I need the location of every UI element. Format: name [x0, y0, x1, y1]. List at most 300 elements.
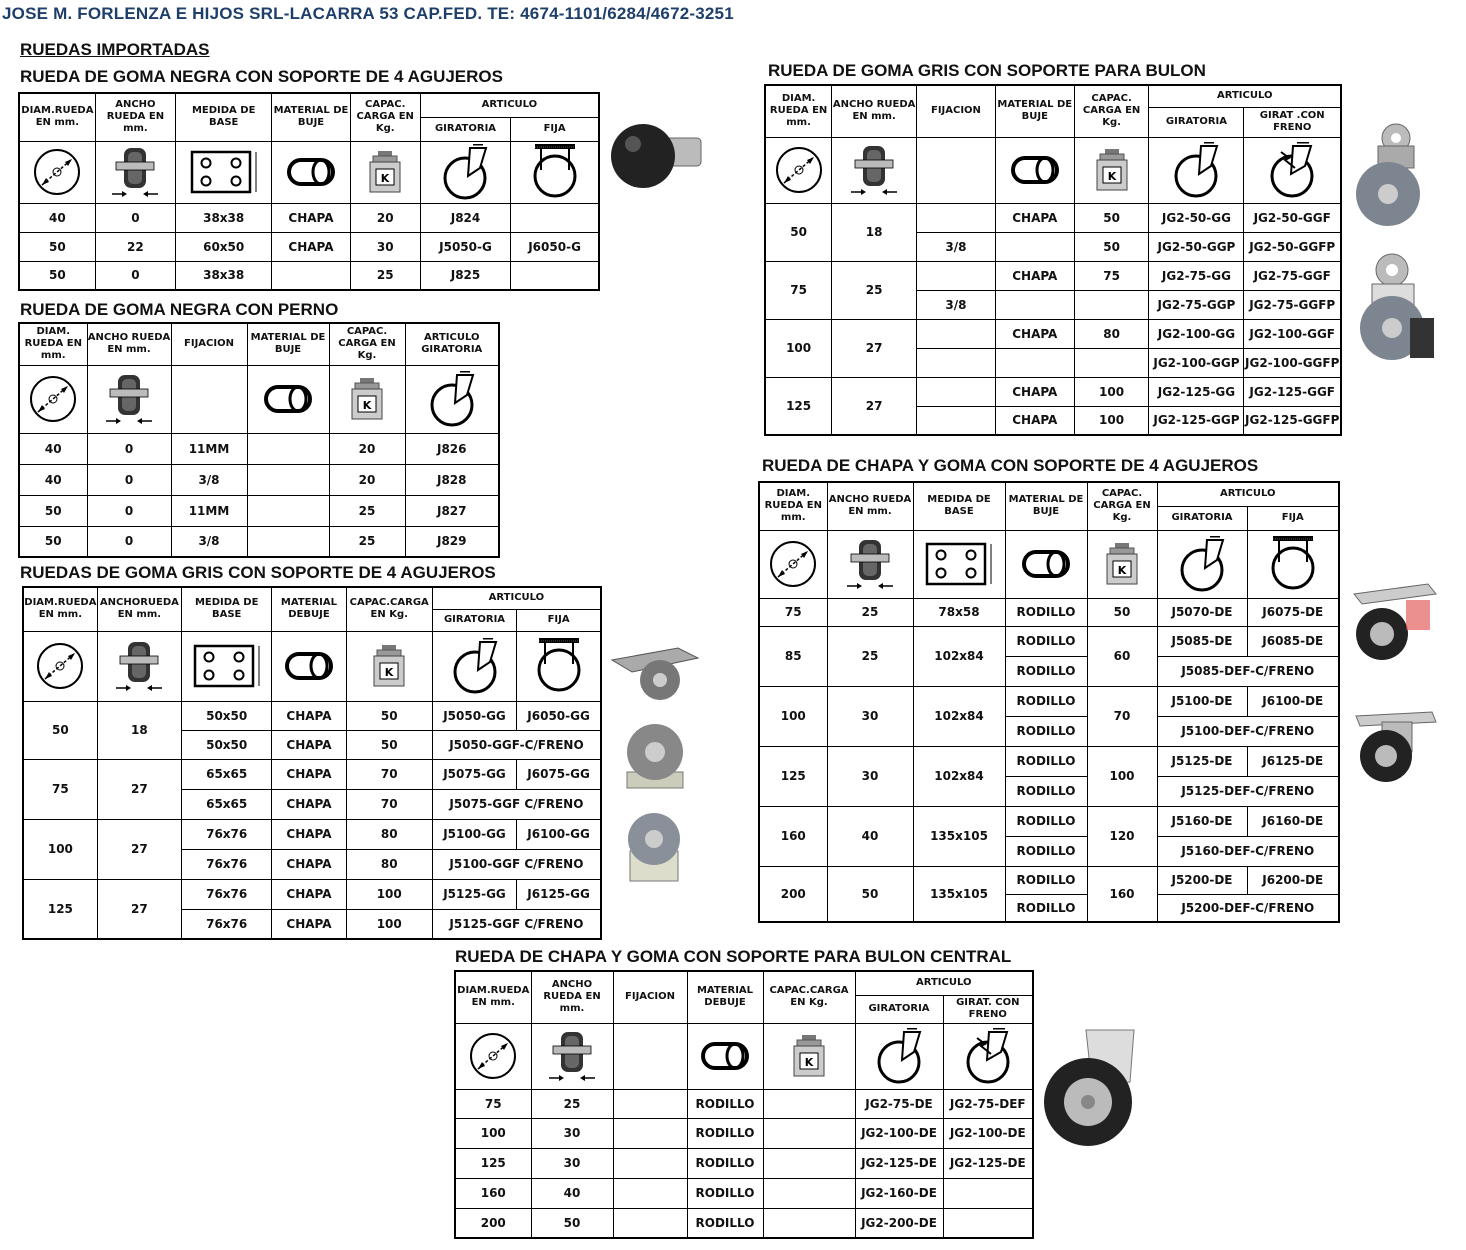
table-cell: 0: [87, 526, 171, 557]
table-cell: [943, 1178, 1033, 1208]
table-cell: [763, 1208, 855, 1238]
table-cell: 40: [19, 464, 87, 495]
table-cell: RODILLO: [687, 1208, 763, 1238]
table-cell: 50: [19, 526, 87, 557]
weight-icon: [344, 374, 390, 424]
col-header: ANCHO RUEDA EN mm.: [827, 482, 913, 530]
table-cell: 27: [832, 319, 917, 377]
table-cell: [763, 1178, 855, 1208]
table-t4: [764, 84, 1342, 436]
table-cell: [613, 1089, 687, 1118]
table-cell: J6050-GG: [517, 701, 601, 730]
table-t5: [758, 481, 1340, 923]
col-header: DIAM. RUEDA EN mm.: [19, 323, 87, 365]
table-cell: [613, 1118, 687, 1148]
table-cell: 75: [23, 759, 97, 819]
section-title-t4: RUEDA DE GOMA GRIS CON SOPORTE PARA BULON: [768, 61, 1206, 80]
table-cell: 50: [827, 866, 913, 922]
table-cell: RODILLO: [1005, 656, 1087, 686]
col-header: DIAM. RUEDA EN mm.: [759, 482, 827, 530]
fixed-caster-icon: [529, 144, 581, 200]
table-cell: RODILLO: [687, 1118, 763, 1148]
table-cell: JG2-100-DE: [855, 1118, 943, 1148]
table-cell: [247, 526, 329, 557]
table-cell: 100: [1087, 746, 1157, 806]
table-cell: 50: [1074, 232, 1149, 261]
table-cell: 18: [832, 203, 917, 261]
central-bolt-caster-photo: [1042, 1026, 1140, 1152]
table-cell: 125: [455, 1148, 531, 1178]
table-cell: 70: [346, 789, 432, 819]
table-cell: 75: [759, 598, 827, 626]
bushing-icon: [260, 373, 316, 425]
table-cell: 65x65: [182, 759, 272, 789]
table-cell: J5085-DEF-C/FRENO: [1157, 656, 1339, 686]
table-cell: J5200-DE: [1157, 866, 1247, 894]
col-header: CAPAC. CARGA EN Kg.: [350, 93, 420, 141]
table-cell: J829: [405, 526, 499, 557]
table-cell: 50: [19, 495, 87, 526]
table-cell: JG2-125-GGFP: [1244, 406, 1341, 435]
table-cell: 50x50: [182, 701, 272, 730]
table-cell: 100: [346, 879, 432, 909]
table-cell: J5100-DEF-C/FRENO: [1157, 716, 1339, 746]
table-cell: 20: [350, 203, 420, 232]
table-cell: RODILLO: [1005, 866, 1087, 894]
table-cell: J828: [405, 464, 499, 495]
col-header: DIAM.RUEDA EN mm.: [23, 587, 97, 631]
company-header: JOSE M. FORLENZA E HIJOS SRL-LACARRA 53 CAP.FED. TE: 4674-1101/6284/4672-3251: [2, 4, 734, 23]
table-cell: RODILLO: [1005, 746, 1087, 776]
table-cell: [917, 377, 996, 406]
swivel-caster-icon: [450, 638, 500, 694]
table-cell: 100: [765, 319, 832, 377]
table-cell: 50: [765, 203, 832, 261]
table-cell: 60x50: [176, 232, 272, 261]
table-cell: 102x84: [913, 746, 1005, 806]
table-cell: CHAPA: [272, 759, 346, 789]
col-header: ARTICULO: [1149, 85, 1341, 107]
table-cell: 50: [346, 701, 432, 730]
table-cell: CHAPA: [995, 203, 1074, 232]
table-cell: 100: [1074, 406, 1149, 435]
table-cell: CHAPA: [272, 232, 350, 261]
table-cell: J5050-GGF-C/FRENO: [432, 730, 601, 759]
table-cell: 135x105: [913, 806, 1005, 866]
col-header: MEDIDA DE BASE: [913, 482, 1005, 530]
table-t6: [454, 970, 1034, 1239]
table-cell: CHAPA: [272, 730, 346, 759]
table-cell: JG2-100-GGF: [1244, 319, 1341, 348]
table-cell: 125: [759, 746, 827, 806]
table-cell: 30: [531, 1118, 613, 1148]
table-cell: RODILLO: [687, 1089, 763, 1118]
table-cell: J5075-GG: [432, 759, 516, 789]
table-cell: JG2-125-GGF: [1244, 377, 1341, 406]
width-icon: [547, 1028, 597, 1084]
col-header: CAPAC. CARGA EN Kg.: [1087, 482, 1157, 530]
table-cell: 11MM: [171, 433, 247, 464]
swivel-caster-icon: [427, 371, 477, 427]
table-cell: 27: [97, 819, 181, 879]
section-title-t2: RUEDA DE GOMA NEGRA CON PERNO: [20, 300, 339, 319]
table-cell: 25: [350, 261, 420, 290]
col-header: MATERIAL DE BUJE: [272, 93, 350, 141]
table-cell: J5100-DE: [1157, 686, 1247, 716]
table-cell: 25: [827, 598, 913, 626]
table-cell: 60: [1087, 626, 1157, 686]
table-cell: 0: [87, 433, 171, 464]
col-header: GIRATORIA: [420, 117, 510, 141]
table-cell: CHAPA: [995, 319, 1074, 348]
table-cell: RODILLO: [1005, 894, 1087, 922]
table-cell: 20: [329, 464, 405, 495]
col-header: DIAM.RUEDA EN mm.: [455, 971, 531, 1023]
table-cell: 38x38: [176, 203, 272, 232]
table-cell: 25: [531, 1089, 613, 1118]
table-cell: 80: [1074, 319, 1149, 348]
col-header: GIRAT .CON FRENO: [1244, 107, 1341, 137]
table-cell: JG2-75-DEF: [943, 1089, 1033, 1118]
table-cell: [1074, 348, 1149, 377]
table-cell: 22: [95, 232, 175, 261]
table-cell: [511, 261, 599, 290]
col-header: FIJACION: [613, 971, 687, 1023]
col-header: MATERIAL DE BUJE: [1005, 482, 1087, 530]
table-cell: JG2-75-GG: [1149, 261, 1244, 290]
weight-icon: [1099, 539, 1145, 589]
table-cell: 102x84: [913, 686, 1005, 746]
table-cell: 40: [19, 433, 87, 464]
table-cell: JG2-75-GGF: [1244, 261, 1341, 290]
table-cell: 70: [346, 759, 432, 789]
width-icon: [104, 371, 154, 427]
table-cell: 100: [346, 909, 432, 939]
section-title-t1: RUEDA DE GOMA NEGRA CON SOPORTE DE 4 AGUJEROS: [20, 67, 503, 86]
col-header: ARTICULO: [855, 971, 1033, 995]
table-cell: JG2-100-GGP: [1149, 348, 1244, 377]
table-cell: [247, 433, 329, 464]
table-cell: RODILLO: [687, 1148, 763, 1178]
col-header: FIJACION: [171, 323, 247, 365]
table-cell: 3/8: [171, 464, 247, 495]
table-cell: JG2-125-DE: [943, 1148, 1033, 1178]
table-cell: 78x58: [913, 598, 1005, 626]
table-cell: 102x84: [913, 626, 1005, 686]
col-header: ANCHO RUEDA EN mm.: [832, 85, 917, 137]
bolt-caster-photo: [1348, 118, 1438, 230]
table-cell: CHAPA: [272, 849, 346, 879]
table-cell: 75: [455, 1089, 531, 1118]
col-header: MATERIAL DE BUJE: [247, 323, 329, 365]
table-cell: 200: [759, 866, 827, 922]
table-cell: J827: [405, 495, 499, 526]
table-cell: 80: [346, 819, 432, 849]
table-cell: J5125-DE: [1157, 746, 1247, 776]
weight-icon: [786, 1031, 832, 1081]
table-cell: 27: [97, 879, 181, 939]
table-cell: CHAPA: [995, 261, 1074, 290]
table-cell: 3/8: [171, 526, 247, 557]
table-cell: 200: [455, 1208, 531, 1238]
table-cell: 65x65: [182, 789, 272, 819]
table-cell: J6100-DE: [1247, 686, 1339, 716]
col-header: ANCHO RUEDA EN mm.: [531, 971, 613, 1023]
table-cell: JG2-100-GG: [1149, 319, 1244, 348]
table-cell: 3/8: [917, 232, 996, 261]
table-cell: J6125-DE: [1247, 746, 1339, 776]
col-header: GIRATORIA: [855, 995, 943, 1023]
diameter-icon: [768, 539, 818, 589]
table-cell: [917, 319, 996, 348]
table-cell: RODILLO: [687, 1178, 763, 1208]
table-cell: JG2-125-GG: [1149, 377, 1244, 406]
width-icon: [110, 144, 160, 200]
col-header: ANCHORUEDA EN mm.: [97, 587, 181, 631]
table-cell: J5100-GGF C/FRENO: [432, 849, 601, 879]
table-cell: 76x76: [182, 909, 272, 939]
table-cell: [272, 261, 350, 290]
table-cell: RODILLO: [1005, 716, 1087, 746]
table-cell: RODILLO: [1005, 626, 1087, 656]
table-cell: J826: [405, 433, 499, 464]
table-cell: 85: [759, 626, 827, 686]
col-header: GIRATORIA: [1149, 107, 1244, 137]
col-header: MATERIAL DEBUJE: [687, 971, 763, 1023]
table-cell: 11MM: [171, 495, 247, 526]
table-cell: J824: [420, 203, 510, 232]
table-cell: 76x76: [182, 849, 272, 879]
table-cell: 50: [19, 261, 95, 290]
table-cell: [613, 1178, 687, 1208]
table-cell: 75: [1074, 261, 1149, 290]
table-cell: J5200-DEF-C/FRENO: [1157, 894, 1339, 922]
table-cell: 30: [827, 686, 913, 746]
col-header: CAPAC. CARGA EN Kg.: [329, 323, 405, 365]
fixed-caster-icon: [533, 638, 585, 694]
table-cell: [995, 232, 1074, 261]
grey-caster-brake-photo: [608, 630, 704, 704]
col-header: ARTICULO: [420, 93, 599, 117]
table-cell: 40: [19, 203, 95, 232]
width-icon: [849, 142, 899, 198]
table-cell: 25: [832, 261, 917, 319]
diameter-icon: [35, 641, 85, 691]
bushing-icon: [697, 1030, 753, 1082]
table-cell: [1074, 290, 1149, 319]
table-cell: J6200-DE: [1247, 866, 1339, 894]
table-cell: 100: [1074, 377, 1149, 406]
table-cell: 0: [87, 495, 171, 526]
braked-caster-icon: [1267, 142, 1317, 198]
table-cell: 70: [1087, 686, 1157, 746]
table-cell: 50: [1074, 203, 1149, 232]
table-cell: JG2-50-GGP: [1149, 232, 1244, 261]
section-title-t3: RUEDAS DE GOMA GRIS CON SOPORTE DE 4 AGUJEROS: [20, 563, 496, 582]
table-cell: [247, 464, 329, 495]
table-cell: CHAPA: [272, 879, 346, 909]
diameter-icon: [32, 147, 82, 197]
weight-icon: [1089, 145, 1135, 195]
width-icon: [845, 536, 895, 592]
table-cell: CHAPA: [995, 406, 1074, 435]
table-cell: [763, 1118, 855, 1148]
diameter-icon: [774, 145, 824, 195]
bushing-icon: [281, 640, 337, 692]
grey-caster-photo: [615, 712, 695, 798]
table-cell: [247, 495, 329, 526]
table-cell: J5050-G: [420, 232, 510, 261]
table-cell: 0: [87, 464, 171, 495]
table-t3: [22, 586, 602, 940]
table-cell: 160: [759, 806, 827, 866]
table-cell: J6050-G: [511, 232, 599, 261]
black-ball-caster-photo: [605, 112, 705, 192]
table-cell: 160: [1087, 866, 1157, 922]
table-cell: 50: [1087, 598, 1157, 626]
col-header: FIJA: [1247, 506, 1339, 530]
table-cell: 50: [19, 232, 95, 261]
table-cell: J6125-GG: [517, 879, 601, 909]
table-cell: 135x105: [913, 866, 1005, 922]
table-cell: 50: [346, 730, 432, 759]
table-cell: 20: [329, 433, 405, 464]
table-cell: CHAPA: [272, 819, 346, 849]
grey-fixed-caster-photo: [616, 805, 694, 885]
table-cell: J5160-DE: [1157, 806, 1247, 836]
table-cell: JG2-160-DE: [855, 1178, 943, 1208]
table-cell: J5125-DEF-C/FRENO: [1157, 776, 1339, 806]
table-cell: 40: [531, 1178, 613, 1208]
table-cell: JG2-100-GGFP: [1244, 348, 1341, 377]
col-header: MATERIAL DEBUJE: [272, 587, 346, 631]
col-header: ANCHO RUEDA EN mm.: [87, 323, 171, 365]
steel-fixed-caster-photo: [1352, 708, 1438, 784]
table-cell: [917, 406, 996, 435]
table-cell: JG2-50-GGFP: [1244, 232, 1341, 261]
fixed-caster-icon: [1267, 536, 1319, 592]
swivel-caster-icon: [874, 1028, 924, 1084]
table-cell: [917, 261, 996, 290]
table-cell: JG2-200-DE: [855, 1208, 943, 1238]
weight-icon: [366, 641, 412, 691]
table-cell: RODILLO: [1005, 806, 1087, 836]
table-cell: 50x50: [182, 730, 272, 759]
table-cell: 120: [1087, 806, 1157, 866]
swivel-caster-icon: [440, 144, 490, 200]
table-cell: [917, 203, 996, 232]
table-cell: 0: [95, 261, 175, 290]
table-cell: JG2-75-DE: [855, 1089, 943, 1118]
col-header: FIJA: [517, 609, 601, 631]
col-header: MEDIDA DE BASE: [176, 93, 272, 141]
table-cell: 30: [350, 232, 420, 261]
table-cell: JG2-75-GGP: [1149, 290, 1244, 319]
section-title-t5: RUEDA DE CHAPA Y GOMA CON SOPORTE DE 4 AGUJEROS: [762, 456, 1259, 475]
table-cell: CHAPA: [272, 701, 346, 730]
table-cell: CHAPA: [272, 203, 350, 232]
table-cell: 18: [97, 701, 181, 759]
base-plate-icon: [923, 538, 995, 590]
bolt-caster-brake-photo: [1350, 248, 1440, 368]
table-cell: 160: [455, 1178, 531, 1208]
table-cell: 27: [832, 377, 917, 435]
table-cell: 100: [455, 1118, 531, 1148]
col-header: GIRATORIA: [1157, 506, 1247, 530]
swivel-caster-icon: [1177, 536, 1227, 592]
table-cell: [763, 1148, 855, 1178]
table-cell: J5100-GG: [432, 819, 516, 849]
table-t2: [18, 322, 500, 558]
bushing-icon: [283, 146, 339, 198]
col-header: CAPAC. CARGA EN Kg.: [1074, 85, 1149, 137]
diameter-icon: [468, 1031, 518, 1081]
table-cell: J5125-GG: [432, 879, 516, 909]
col-header: MATERIAL DE BUJE: [995, 85, 1074, 137]
table-cell: RODILLO: [1005, 836, 1087, 866]
table-cell: 100: [23, 819, 97, 879]
steel-caster-brake-photo: [1348, 580, 1440, 664]
table-cell: J5125-GGF C/FRENO: [432, 909, 601, 939]
col-header: DIAM. RUEDA EN mm.: [765, 85, 832, 137]
table-cell: 25: [827, 626, 913, 686]
table-cell: RODILLO: [1005, 598, 1087, 626]
diameter-icon: [28, 374, 78, 424]
table-cell: 27: [97, 759, 181, 819]
table-cell: 76x76: [182, 879, 272, 909]
table-cell: J6075-DE: [1247, 598, 1339, 626]
table-cell: [613, 1148, 687, 1178]
table-cell: [995, 348, 1074, 377]
table-cell: J825: [420, 261, 510, 290]
table-cell: 100: [759, 686, 827, 746]
table-cell: J6100-GG: [517, 819, 601, 849]
col-header: MEDIDA DE BASE: [182, 587, 272, 631]
table-cell: [613, 1208, 687, 1238]
base-plate-icon: [188, 146, 260, 198]
table-cell: JG2-50-GG: [1149, 203, 1244, 232]
table-cell: JG2-125-GGP: [1149, 406, 1244, 435]
table-cell: 25: [329, 495, 405, 526]
table-cell: RODILLO: [1005, 776, 1087, 806]
table-cell: 38x38: [176, 261, 272, 290]
table-cell: 125: [23, 879, 97, 939]
swivel-caster-icon: [1171, 142, 1221, 198]
col-header: ARTICULO: [1157, 482, 1339, 506]
table-cell: J5160-DEF-C/FRENO: [1157, 836, 1339, 866]
table-cell: 40: [827, 806, 913, 866]
table-cell: JG2-100-DE: [943, 1118, 1033, 1148]
table-cell: J5075-GGF C/FRENO: [432, 789, 601, 819]
table-cell: 0: [95, 203, 175, 232]
table-cell: CHAPA: [272, 909, 346, 939]
col-header: ARTICULO GIRATORIA: [405, 323, 499, 365]
braked-caster-icon: [963, 1028, 1013, 1084]
table-cell: J5070-DE: [1157, 598, 1247, 626]
table-cell: 125: [765, 377, 832, 435]
table-cell: 30: [531, 1148, 613, 1178]
table-cell: J6085-DE: [1247, 626, 1339, 656]
col-header: FIJACION: [917, 85, 996, 137]
col-header: CAPAC.CARGA EN Kg.: [346, 587, 432, 631]
bushing-icon: [1007, 144, 1063, 196]
table-cell: 30: [827, 746, 913, 806]
table-cell: 75: [765, 261, 832, 319]
col-header: ANCHO RUEDA EN mm.: [95, 93, 175, 141]
table-cell: JG2-75-GGFP: [1244, 290, 1341, 319]
table-t1: [18, 92, 600, 291]
table-cell: RODILLO: [1005, 686, 1087, 716]
